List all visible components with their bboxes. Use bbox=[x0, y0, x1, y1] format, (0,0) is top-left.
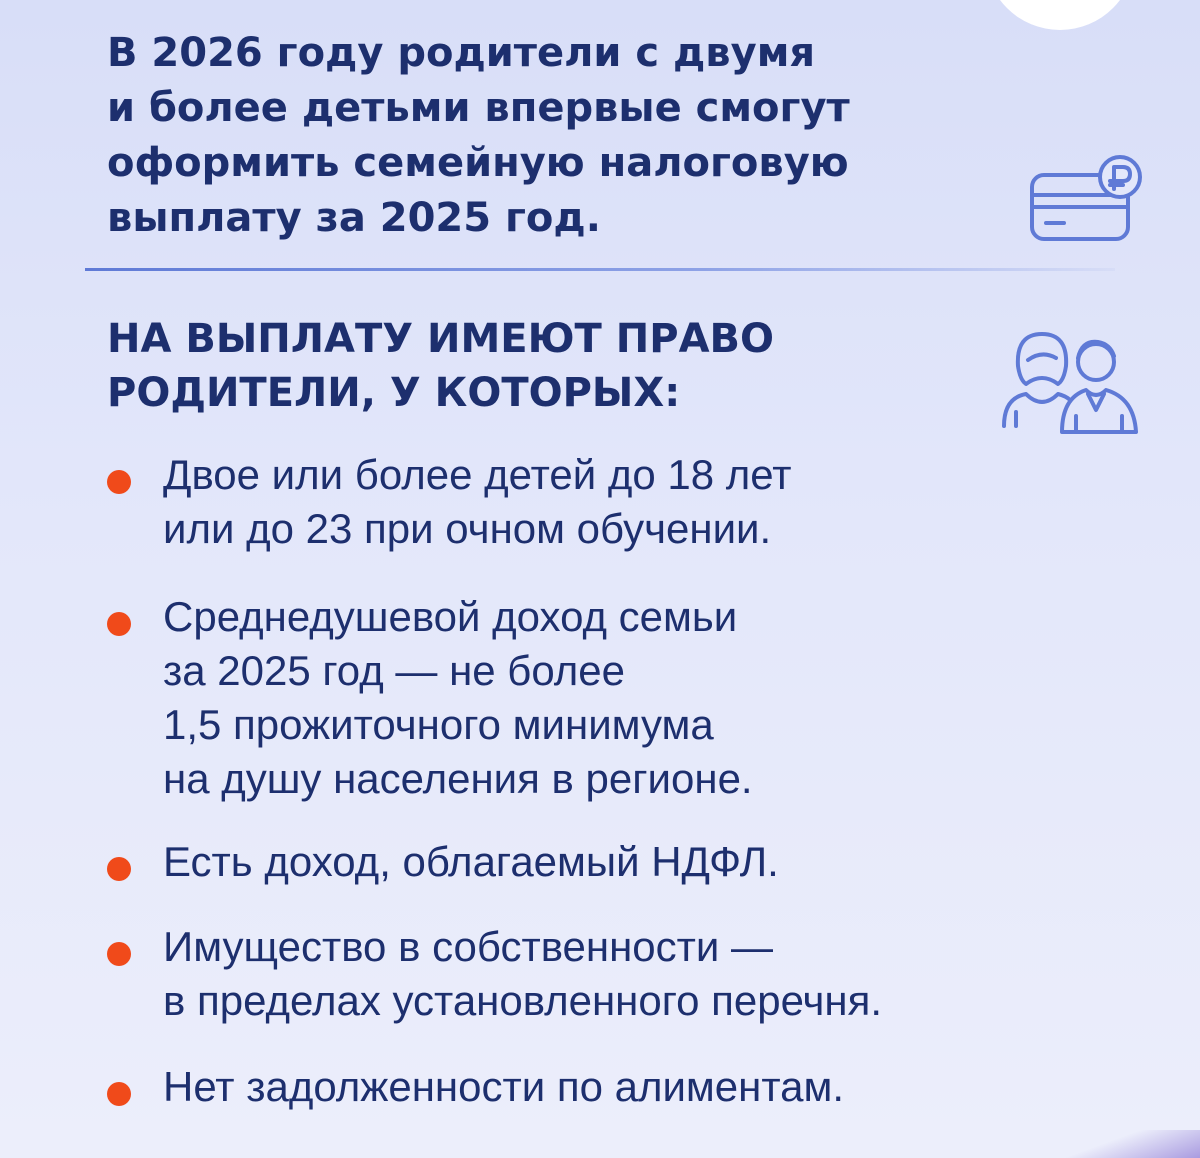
section-title: НА ВЫПЛАТУ ИМЕЮТ ПРАВО РОДИТЕЛИ, У КОТОРЫХ: bbox=[107, 316, 775, 416]
decorative-circle bbox=[985, 0, 1135, 30]
list-item-text: Имущество в собственности — в пределах установленного перечня. bbox=[163, 923, 883, 1024]
bullet-dot-icon bbox=[107, 470, 131, 494]
parents-icon bbox=[998, 328, 1143, 442]
bullet-dot-icon bbox=[107, 857, 131, 881]
list-item-text: Есть доход, облагаемый НДФЛ. bbox=[163, 838, 779, 885]
bullet-dot-icon bbox=[107, 1082, 131, 1106]
corner-accent bbox=[1050, 1130, 1200, 1158]
bullet-dot-icon bbox=[107, 612, 131, 636]
card-ruble-icon bbox=[1028, 155, 1146, 249]
section-divider bbox=[85, 268, 1115, 271]
list-item-text: Нет задолженности по алиментам. bbox=[163, 1063, 845, 1110]
list-item-text: Среднедушевой доход семьи за 2025 год — не более 1,5 прожиточного минимума на душу населения в регионе. bbox=[163, 593, 753, 802]
list-item-text: Двое или более детей до 18 лет или до 23 при очном обучении. bbox=[163, 451, 792, 552]
bullet-dot-icon bbox=[107, 942, 131, 966]
intro-text: В 2026 году родители с двумя и более детьми впервые смогут оформить семейную налоговую выплату за 2025 год. bbox=[107, 30, 850, 241]
